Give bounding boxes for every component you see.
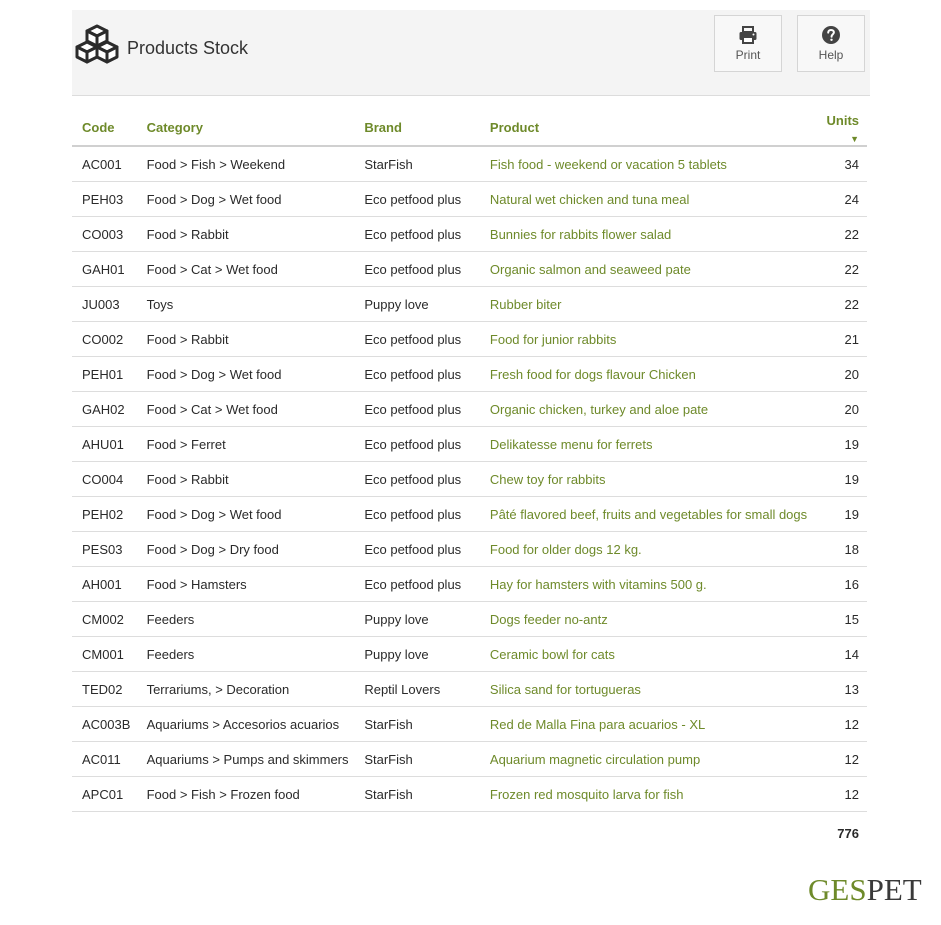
page-title: Products Stock (127, 38, 249, 58)
cell-brand: Eco petfood plus (354, 182, 480, 217)
cell-code: CO003 (72, 217, 137, 252)
table-row (72, 392, 867, 427)
cell-code: APC01 (72, 777, 137, 812)
cell-code: TED02 (72, 672, 137, 707)
table-row (72, 742, 867, 777)
cell-brand: StarFish (354, 146, 480, 182)
cell-code: PEH03 (72, 182, 137, 217)
column-header-units-label: Units (826, 112, 859, 128)
cell-category: Food > Ferret (137, 427, 355, 462)
cell-brand: Eco petfood plus (354, 497, 480, 532)
cell-category: Food > Hamsters (137, 567, 355, 602)
logo-part-pet: PET (866, 872, 922, 907)
logo-part-ges: GES (808, 872, 867, 907)
cell-brand: Puppy love (354, 637, 480, 672)
cell-product[interactable]: Pâté flavored beef, fruits and vegetables for small dogs (480, 497, 807, 532)
gespet-logo (808, 872, 922, 908)
cell-product[interactable]: Fresh food for dogs flavour Chicken (480, 357, 807, 392)
cell-units: 12 (807, 707, 867, 742)
cell-units: 15 (807, 602, 867, 637)
cell-category: Food > Cat > Wet food (137, 252, 355, 287)
table-row (72, 322, 867, 357)
cell-category: Aquariums > Accesorios acuarios (137, 707, 355, 742)
table-row (72, 427, 867, 462)
table-body (72, 146, 867, 812)
cell-product[interactable]: Dogs feeder no-antz (480, 602, 807, 637)
cell-category: Food > Dog > Dry food (137, 532, 355, 567)
printer-icon (738, 25, 758, 45)
cell-brand: Eco petfood plus (354, 322, 480, 357)
cell-product[interactable]: Silica sand for tortugueras (480, 672, 807, 707)
cell-code: GAH02 (72, 392, 137, 427)
cell-category: Food > Rabbit (137, 462, 355, 497)
cell-brand: Eco petfood plus (354, 567, 480, 602)
cell-product[interactable]: Organic chicken, turkey and aloe pate (480, 392, 807, 427)
table-row (72, 707, 867, 742)
cell-units: 16 (807, 567, 867, 602)
cell-units: 21 (807, 322, 867, 357)
cell-category: Aquariums > Pumps and skimmers (137, 742, 355, 777)
cell-category: Food > Fish > Frozen food (137, 777, 355, 812)
cell-product[interactable]: Hay for hamsters with vitamins 500 g. (480, 567, 807, 602)
cell-category: Terrariums, > Decoration (137, 672, 355, 707)
cell-code: AC011 (72, 742, 137, 777)
cell-category: Feeders (137, 602, 355, 637)
cell-units: 12 (807, 742, 867, 777)
cell-product[interactable]: Rubber biter (480, 287, 807, 322)
cell-units: 18 (807, 532, 867, 567)
cell-brand: StarFish (354, 777, 480, 812)
cell-product[interactable]: Food for junior rabbits (480, 322, 807, 357)
cell-category: Feeders (137, 637, 355, 672)
cell-units: 19 (807, 497, 867, 532)
cell-units: 13 (807, 672, 867, 707)
cubes-icon (74, 24, 120, 64)
cell-code: AC003B (72, 707, 137, 742)
total-row (72, 812, 867, 855)
cell-code: AHU01 (72, 427, 137, 462)
table-row (72, 602, 867, 637)
cell-units: 22 (807, 252, 867, 287)
cell-units: 12 (807, 777, 867, 812)
table-row (72, 462, 867, 497)
cell-product[interactable]: Red de Malla Fina para acuarios - XL (480, 707, 807, 742)
help-label: Help (818, 48, 844, 62)
cell-code: JU003 (72, 287, 137, 322)
cell-brand: StarFish (354, 742, 480, 777)
cell-code: AH001 (72, 567, 137, 602)
cell-code: PES03 (72, 532, 137, 567)
cell-code: GAH01 (72, 252, 137, 287)
cell-product[interactable]: Bunnies for rabbits flower salad (480, 217, 807, 252)
cell-brand: StarFish (354, 707, 480, 742)
cell-units: 20 (807, 357, 867, 392)
total-units: 776 (837, 825, 859, 841)
header-bar (72, 10, 870, 96)
cell-units: 19 (807, 462, 867, 497)
cell-code: AC001 (72, 146, 137, 182)
cell-product[interactable]: Ceramic bowl for cats (480, 637, 807, 672)
cell-category: Food > Fish > Weekend (137, 146, 355, 182)
cell-units: 34 (807, 146, 867, 182)
column-header-code[interactable]: Code (72, 110, 137, 146)
cell-code: PEH02 (72, 497, 137, 532)
cell-brand: Eco petfood plus (354, 252, 480, 287)
cell-category: Food > Dog > Wet food (137, 497, 355, 532)
table-row (72, 672, 867, 707)
cell-units: 20 (807, 392, 867, 427)
print-button[interactable] (714, 15, 782, 72)
help-button[interactable] (797, 15, 865, 72)
cell-product[interactable]: Chew toy for rabbits (480, 462, 807, 497)
column-header-product[interactable]: Product (480, 110, 807, 146)
cell-product[interactable]: Organic salmon and seaweed pate (480, 252, 807, 287)
cell-units: 24 (807, 182, 867, 217)
cell-code: CM001 (72, 637, 137, 672)
cell-brand: Puppy love (354, 602, 480, 637)
cell-code: CO004 (72, 462, 137, 497)
cell-units: 19 (807, 427, 867, 462)
caret-down-icon: ▼ (850, 133, 859, 144)
table-row (72, 287, 867, 322)
cell-category: Food > Cat > Wet food (137, 392, 355, 427)
cell-category: Food > Rabbit (137, 322, 355, 357)
cell-brand: Eco petfood plus (354, 392, 480, 427)
table-header-row (72, 110, 867, 146)
cell-product[interactable]: Natural wet chicken and tuna meal (480, 182, 807, 217)
column-header-units[interactable] (807, 110, 867, 146)
cell-brand: Eco petfood plus (354, 217, 480, 252)
column-header-brand[interactable]: Brand (354, 110, 480, 146)
table-row (72, 252, 867, 287)
cell-brand: Reptil Lovers (354, 672, 480, 707)
cell-brand: Eco petfood plus (354, 427, 480, 462)
table-row (72, 357, 867, 392)
cell-product[interactable]: Fish food - weekend or vacation 5 tablets (480, 146, 807, 182)
table-row (72, 567, 867, 602)
table-row (72, 217, 867, 252)
cell-units: 22 (807, 217, 867, 252)
cell-code: CM002 (72, 602, 137, 637)
cell-brand: Eco petfood plus (354, 462, 480, 497)
cell-brand: Puppy love (354, 287, 480, 322)
cell-code: CO002 (72, 322, 137, 357)
cell-code: PEH01 (72, 357, 137, 392)
table-row (72, 637, 867, 672)
table-row (72, 146, 867, 182)
cell-brand: Eco petfood plus (354, 357, 480, 392)
table-row (72, 182, 867, 217)
cell-units: 22 (807, 287, 867, 322)
cell-product[interactable]: Food for older dogs 12 kg. (480, 532, 807, 567)
stock-table (72, 110, 867, 854)
cell-brand: Eco petfood plus (354, 532, 480, 567)
cell-category: Food > Dog > Wet food (137, 182, 355, 217)
cell-category: Food > Rabbit (137, 217, 355, 252)
table-row (72, 497, 867, 532)
cell-product[interactable]: Aquarium magnetic circulation pump (480, 742, 807, 777)
cell-category: Food > Dog > Wet food (137, 357, 355, 392)
question-circle-icon (821, 25, 841, 45)
print-label: Print (735, 48, 761, 62)
cell-product[interactable]: Frozen red mosquito larva for fish (480, 777, 807, 812)
table-row (72, 777, 867, 812)
column-header-category[interactable]: Category (137, 110, 355, 146)
table-row (72, 532, 867, 567)
cell-category: Toys (137, 287, 355, 322)
cell-units: 14 (807, 637, 867, 672)
cell-product[interactable]: Delikatesse menu for ferrets (480, 427, 807, 462)
